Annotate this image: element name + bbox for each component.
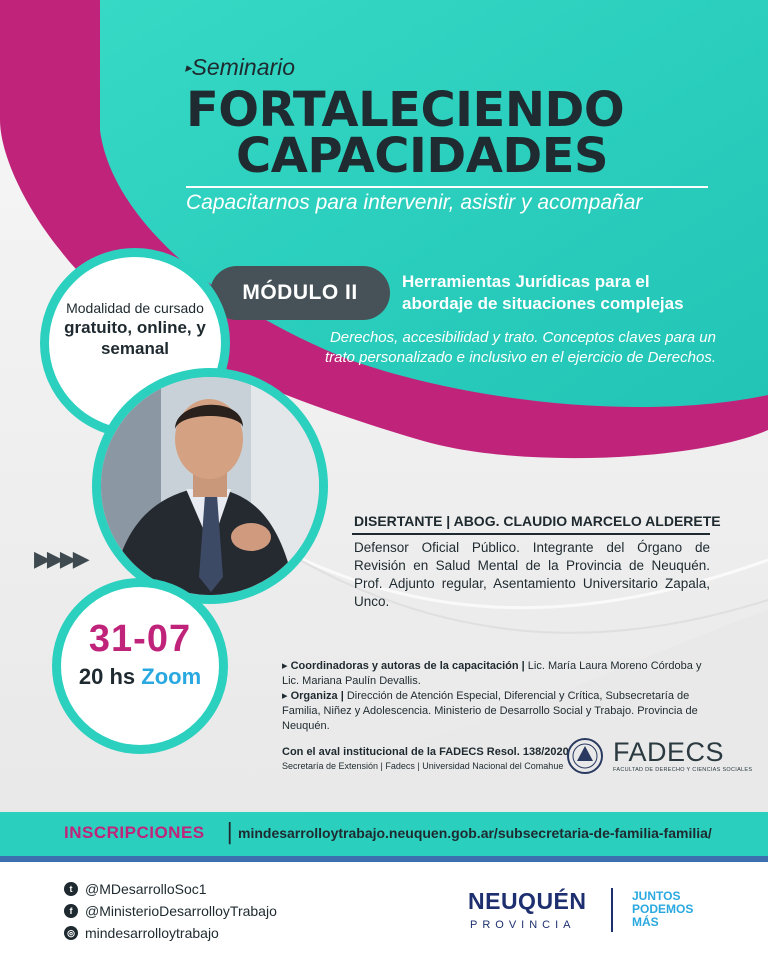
- module-description: Derechos, accesibilidad y trato. Conceptos claves para un trato personalizado e inclusivo en el ejercicio de Derechos.: [324, 329, 716, 366]
- title-divider: [186, 186, 708, 188]
- credit-coordinators: [282, 659, 714, 689]
- slogan-line-1: JUNTOS: [632, 889, 681, 903]
- event-platform: Zoom: [141, 664, 202, 689]
- fadecs-logo-text: FADECS: [613, 737, 725, 767]
- registration-link[interactable]: mindesarrolloytrabajo.neuquen.gob.ar/subsecretaria-de-familia-familia/: [238, 825, 712, 841]
- kicker-seminario: [185, 54, 295, 81]
- caret-right-icon: ▸: [282, 690, 291, 702]
- fadecs-seal-icon: [566, 737, 604, 775]
- module-pill: [210, 266, 390, 320]
- coord-text: Lic. María Laura Moreno Córdoba y Lic. Mariana Paulín Devallis.: [282, 660, 702, 687]
- event-hour: 20 hs: [78, 664, 136, 689]
- social-twitter[interactable]: [64, 881, 207, 897]
- speaker-photo: [101, 377, 319, 595]
- instagram-handle: mindesarrolloytrabajo: [85, 925, 219, 941]
- provincia-label: PROVINCIA: [470, 919, 576, 931]
- caret-right-icon: ▸: [282, 660, 291, 672]
- slogan-line-2: PODEMOS: [632, 902, 694, 916]
- twitter-handle: @MDesarrolloSoc1: [85, 881, 207, 897]
- title-line-1: FORTALECIENDO: [186, 82, 625, 138]
- speaker-divider: [352, 533, 710, 535]
- neuquen-logo: NEUQUÉN: [468, 888, 587, 914]
- instagram-icon: ◎: [64, 926, 78, 940]
- org-label: Organiza |: [290, 690, 344, 702]
- social-facebook[interactable]: [64, 903, 277, 919]
- speaker-photo-circle: [92, 368, 328, 604]
- modality-text: [48, 300, 222, 359]
- caret-right-icon: ▸: [185, 60, 192, 75]
- footer-divider: [611, 888, 613, 932]
- facebook-icon: f: [64, 904, 78, 918]
- social-instagram[interactable]: [64, 925, 219, 941]
- endorsement-sub: Secretaría de Extensión | Fadecs | Universidad Nacional del Comahue: [282, 761, 564, 771]
- slogan: [632, 890, 693, 929]
- facebook-handle: @MinisterioDesarrolloyTrabajo: [85, 903, 277, 919]
- credit-organizer: [282, 689, 714, 734]
- org-text: Dirección de Atención Especial, Diferencial y Crítica, Subsecretaría de Familia, Niñez y Adolescencia. Ministerio de Desarrollo Social y Trabajo. Provincia de Neuquén.: [282, 690, 698, 732]
- kicker-text: Seminario: [191, 54, 296, 80]
- module-topic: Herramientas Jurídicas para el abordaje de situaciones complejas: [402, 272, 684, 313]
- twitter-icon: t: [64, 882, 78, 896]
- modality-label: Modalidad de cursado: [66, 300, 204, 316]
- endorsement: Con el aval institucional de la FADECS Resol. 138/2020: [282, 746, 569, 758]
- speaker-bio: Defensor Oficial Público. Integrante del Órgano de Revisión en Salud Mental de la Provincia de Neuquén. Prof. Adjunto regular, Asentamiento Universitario Zapala, Unco.: [354, 540, 710, 609]
- speaker-heading: DISERTANTE | ABOG. CLAUDIO MARCELO ALDERETE: [354, 513, 721, 529]
- registration-separator: |: [226, 820, 234, 845]
- modality-value: gratuito, online, y semanal: [64, 318, 206, 358]
- module-label: MÓDULO II: [242, 281, 358, 304]
- subtitle: Capacitarnos para intervenir, asistir y acompañar: [186, 191, 643, 214]
- coord-label: Coordinadoras y autoras de la capacitación |: [290, 660, 525, 672]
- event-time: [52, 664, 228, 690]
- event-date: 31-07: [88, 618, 192, 660]
- arrows-decoration-icon: ▶▶▶▶: [34, 547, 86, 572]
- registration-label: INSCRIPCIONES: [64, 823, 205, 842]
- fadecs-logo-sub: FACULTAD DE DERECHO Y CIENCIAS SOCIALES: [613, 767, 753, 773]
- slogan-line-3: MÁS: [632, 915, 659, 929]
- title-line-2: CAPACIDADES: [236, 128, 609, 184]
